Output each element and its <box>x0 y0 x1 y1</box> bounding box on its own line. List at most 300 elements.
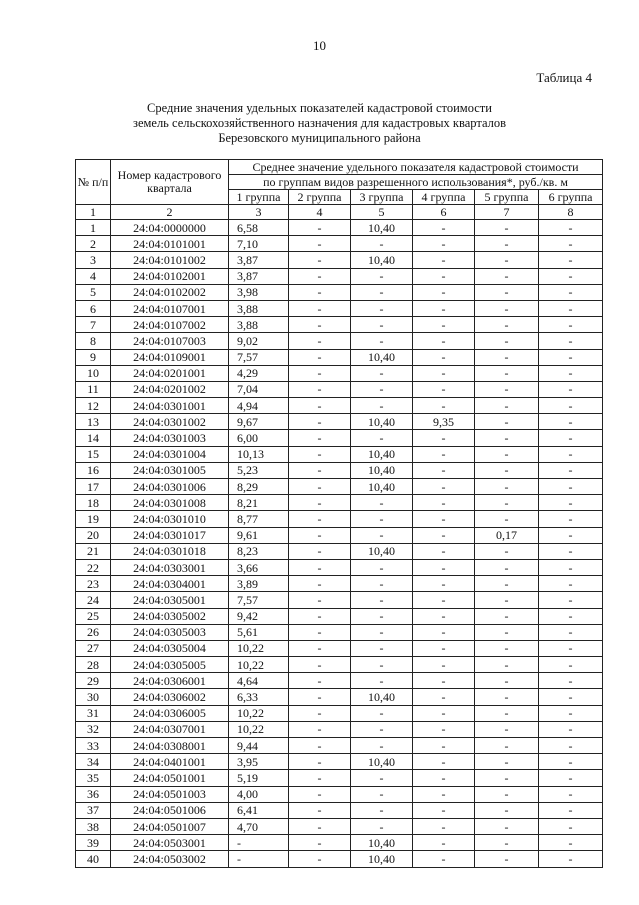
value-cell: - <box>351 592 413 608</box>
value-cell: 10,40 <box>351 252 413 268</box>
value-cell: 0,17 <box>475 527 539 543</box>
value-cell: - <box>539 333 603 349</box>
row-number-cell: 39 <box>76 835 111 851</box>
table-row <box>76 446 603 462</box>
title-line: земель сельскохозяйственного назначения для кадастровых кварталов <box>133 116 506 130</box>
value-cell: - <box>289 657 351 673</box>
table-row <box>76 268 603 284</box>
quarter-cell: 24:04:0401001 <box>111 754 229 770</box>
table-row <box>76 770 603 786</box>
value-cell: - <box>351 770 413 786</box>
header-quarter: Номер кадастрового квартала <box>111 160 229 205</box>
quarter-cell: 24:04:0301017 <box>111 527 229 543</box>
table-row <box>76 252 603 268</box>
table-row <box>76 576 603 592</box>
value-cell: - <box>413 818 475 834</box>
value-cell: 9,02 <box>229 333 289 349</box>
value-cell: - <box>475 446 539 462</box>
value-cell: - <box>475 365 539 381</box>
quarter-cell: 24:04:0305003 <box>111 624 229 640</box>
value-cell: - <box>475 802 539 818</box>
value-cell: 8,77 <box>229 511 289 527</box>
value-cell: - <box>539 398 603 414</box>
value-cell: - <box>539 559 603 575</box>
value-cell: 6,41 <box>229 802 289 818</box>
row-number-cell: 30 <box>76 689 111 705</box>
table-row <box>76 640 603 656</box>
column-number: 4 <box>289 205 351 220</box>
row-number-cell: 21 <box>76 543 111 559</box>
quarter-cell: 24:04:0501007 <box>111 818 229 834</box>
table-row <box>76 851 603 867</box>
value-cell: - <box>413 576 475 592</box>
table-row <box>76 802 603 818</box>
value-cell: - <box>351 705 413 721</box>
header-group: 1 группа <box>229 190 289 205</box>
value-cell: - <box>413 365 475 381</box>
value-cell: - <box>289 479 351 495</box>
value-cell: - <box>413 381 475 397</box>
value-cell: 5,23 <box>229 462 289 478</box>
header-num: № п/п <box>76 160 111 205</box>
header-group: 5 группа <box>475 190 539 205</box>
value-cell: - <box>289 430 351 446</box>
value-cell: - <box>289 640 351 656</box>
table-row <box>76 689 603 705</box>
table-row <box>76 673 603 689</box>
column-number: 3 <box>229 205 289 220</box>
value-cell: - <box>475 657 539 673</box>
row-number-cell: 38 <box>76 818 111 834</box>
value-cell: 6,00 <box>229 430 289 446</box>
row-number-cell: 10 <box>76 365 111 381</box>
value-cell: - <box>289 268 351 284</box>
column-number: 8 <box>539 205 603 220</box>
row-number-cell: 14 <box>76 430 111 446</box>
row-number-cell: 29 <box>76 673 111 689</box>
value-cell: - <box>539 349 603 365</box>
value-cell: - <box>289 673 351 689</box>
value-cell: - <box>289 754 351 770</box>
value-cell: 3,98 <box>229 284 289 300</box>
value-cell: - <box>413 559 475 575</box>
table-row <box>76 414 603 430</box>
table-row <box>76 365 603 381</box>
quarter-cell: 24:04:0304001 <box>111 576 229 592</box>
value-cell: 10,40 <box>351 220 413 236</box>
value-cell: - <box>351 818 413 834</box>
quarter-cell: 24:04:0301003 <box>111 430 229 446</box>
value-cell: - <box>289 300 351 316</box>
value-cell: - <box>351 317 413 333</box>
value-cell: - <box>289 705 351 721</box>
value-cell: - <box>539 317 603 333</box>
value-cell: - <box>413 770 475 786</box>
table-row <box>76 300 603 316</box>
value-cell: 5,61 <box>229 624 289 640</box>
value-cell: - <box>351 559 413 575</box>
value-cell: 6,33 <box>229 689 289 705</box>
quarter-cell: 24:04:0306002 <box>111 689 229 705</box>
value-cell: - <box>413 252 475 268</box>
quarter-cell: 24:04:0301002 <box>111 414 229 430</box>
value-cell: - <box>413 479 475 495</box>
table-row <box>76 398 603 414</box>
row-number-cell: 27 <box>76 640 111 656</box>
table-row <box>76 495 603 511</box>
value-cell: - <box>475 284 539 300</box>
value-cell: - <box>475 317 539 333</box>
table-row <box>76 317 603 333</box>
value-cell: - <box>413 738 475 754</box>
value-cell: - <box>539 268 603 284</box>
value-cell: - <box>475 835 539 851</box>
value-cell: - <box>413 657 475 673</box>
value-cell: 5,19 <box>229 770 289 786</box>
value-cell: - <box>539 462 603 478</box>
value-cell: - <box>413 398 475 414</box>
column-number: 1 <box>76 205 111 220</box>
column-number: 2 <box>111 205 229 220</box>
value-cell: - <box>539 657 603 673</box>
table-row <box>76 430 603 446</box>
value-cell: 9,42 <box>229 608 289 624</box>
page-number: 10 <box>313 38 326 53</box>
quarter-cell: 24:04:0101001 <box>111 236 229 252</box>
value-cell: - <box>351 608 413 624</box>
header-group: 3 группа <box>351 190 413 205</box>
value-cell: - <box>351 511 413 527</box>
row-number-cell: 3 <box>76 252 111 268</box>
quarter-cell: 24:04:0301006 <box>111 479 229 495</box>
quarter-cell: 24:04:0501001 <box>111 770 229 786</box>
value-cell: - <box>413 430 475 446</box>
value-cell: - <box>539 786 603 802</box>
quarter-cell: 24:04:0201001 <box>111 365 229 381</box>
row-number-cell: 16 <box>76 462 111 478</box>
row-number-cell: 4 <box>76 268 111 284</box>
table-row <box>76 721 603 737</box>
row-number-cell: 34 <box>76 754 111 770</box>
row-number-cell: 25 <box>76 608 111 624</box>
value-cell: - <box>475 495 539 511</box>
value-cell: 10,40 <box>351 414 413 430</box>
value-cell: - <box>475 673 539 689</box>
value-cell: 7,57 <box>229 592 289 608</box>
quarter-cell: 24:04:0501003 <box>111 786 229 802</box>
value-cell: - <box>351 527 413 543</box>
table-title <box>0 101 639 146</box>
table-row <box>76 527 603 543</box>
value-cell: - <box>475 462 539 478</box>
value-cell: - <box>289 559 351 575</box>
row-number-cell: 24 <box>76 592 111 608</box>
quarter-cell: 24:04:0107002 <box>111 317 229 333</box>
value-cell: - <box>413 349 475 365</box>
header-avg-line2: по группам видов разрешенного использования*, руб./кв. м <box>229 175 603 190</box>
value-cell: - <box>413 851 475 867</box>
value-cell: - <box>289 252 351 268</box>
quarter-cell: 24:04:0107001 <box>111 300 229 316</box>
value-cell: - <box>475 349 539 365</box>
title-line: Березовского муниципального района <box>218 131 421 145</box>
value-cell: - <box>475 479 539 495</box>
quarter-cell: 24:04:0503002 <box>111 851 229 867</box>
value-cell: - <box>539 381 603 397</box>
value-cell: - <box>475 608 539 624</box>
value-cell: - <box>475 300 539 316</box>
value-cell: - <box>289 333 351 349</box>
row-number-cell: 40 <box>76 851 111 867</box>
value-cell: - <box>475 689 539 705</box>
value-cell: - <box>475 624 539 640</box>
row-number-cell: 19 <box>76 511 111 527</box>
value-cell: - <box>351 576 413 592</box>
value-cell: - <box>413 317 475 333</box>
value-cell: 10,40 <box>351 543 413 559</box>
value-cell: - <box>539 236 603 252</box>
value-cell: - <box>351 721 413 737</box>
table-row <box>76 462 603 478</box>
value-cell: - <box>413 689 475 705</box>
value-cell: - <box>413 511 475 527</box>
value-cell: - <box>475 236 539 252</box>
table-row <box>76 786 603 802</box>
value-cell: - <box>539 818 603 834</box>
table-row <box>76 511 603 527</box>
value-cell: - <box>539 705 603 721</box>
value-cell: - <box>289 414 351 430</box>
value-cell: 3,89 <box>229 576 289 592</box>
value-cell: - <box>289 527 351 543</box>
value-cell: - <box>413 754 475 770</box>
value-cell: - <box>413 300 475 316</box>
value-cell: - <box>289 786 351 802</box>
quarter-cell: 24:04:0201002 <box>111 381 229 397</box>
value-cell: - <box>539 284 603 300</box>
value-cell: - <box>289 398 351 414</box>
value-cell: - <box>289 317 351 333</box>
row-number-cell: 17 <box>76 479 111 495</box>
value-cell: 8,23 <box>229 543 289 559</box>
quarter-cell: 24:04:0306001 <box>111 673 229 689</box>
value-cell: - <box>351 300 413 316</box>
table-row <box>76 381 603 397</box>
table-row <box>76 349 603 365</box>
table-row <box>76 559 603 575</box>
value-cell: - <box>475 818 539 834</box>
value-cell: - <box>475 576 539 592</box>
value-cell: - <box>289 495 351 511</box>
value-cell: 10,40 <box>351 446 413 462</box>
row-number-cell: 2 <box>76 236 111 252</box>
value-cell: - <box>475 333 539 349</box>
value-cell: 10,40 <box>351 349 413 365</box>
value-cell: - <box>413 786 475 802</box>
table-row <box>76 818 603 834</box>
header-group: 6 группа <box>539 190 603 205</box>
quarter-cell: 24:04:0301008 <box>111 495 229 511</box>
value-cell: - <box>475 705 539 721</box>
value-cell: - <box>475 738 539 754</box>
value-cell: 8,29 <box>229 479 289 495</box>
value-cell: - <box>289 446 351 462</box>
value-cell: 8,21 <box>229 495 289 511</box>
value-cell: - <box>351 365 413 381</box>
value-cell: - <box>289 511 351 527</box>
value-cell: 3,88 <box>229 317 289 333</box>
value-cell: - <box>539 721 603 737</box>
row-number-cell: 13 <box>76 414 111 430</box>
value-cell: - <box>289 365 351 381</box>
value-cell: - <box>475 770 539 786</box>
value-cell: - <box>539 835 603 851</box>
value-cell: - <box>413 495 475 511</box>
value-cell: - <box>539 300 603 316</box>
value-cell: - <box>539 802 603 818</box>
value-cell: - <box>475 398 539 414</box>
row-number-cell: 28 <box>76 657 111 673</box>
quarter-cell: 24:04:0301010 <box>111 511 229 527</box>
quarter-cell: 24:04:0503001 <box>111 835 229 851</box>
value-cell: - <box>539 252 603 268</box>
value-cell: - <box>539 527 603 543</box>
value-cell: - <box>351 398 413 414</box>
quarter-cell: 24:04:0301018 <box>111 543 229 559</box>
value-cell: - <box>351 673 413 689</box>
value-cell: 10,40 <box>351 835 413 851</box>
value-cell: - <box>413 640 475 656</box>
value-cell: - <box>539 220 603 236</box>
value-cell: 7,10 <box>229 236 289 252</box>
header-group: 2 группа <box>289 190 351 205</box>
table-row <box>76 479 603 495</box>
row-number-cell: 32 <box>76 721 111 737</box>
value-cell: - <box>539 446 603 462</box>
value-cell: 3,66 <box>229 559 289 575</box>
quarter-cell: 24:04:0107003 <box>111 333 229 349</box>
value-cell: - <box>539 640 603 656</box>
value-cell: 3,95 <box>229 754 289 770</box>
value-cell: - <box>229 851 289 867</box>
value-cell: - <box>413 543 475 559</box>
value-cell: 10,40 <box>351 689 413 705</box>
value-cell: - <box>539 592 603 608</box>
quarter-cell: 24:04:0301001 <box>111 398 229 414</box>
value-cell: 4,29 <box>229 365 289 381</box>
value-cell: - <box>351 381 413 397</box>
value-cell: 10,22 <box>229 640 289 656</box>
value-cell: - <box>539 543 603 559</box>
value-cell: 7,57 <box>229 349 289 365</box>
value-cell: - <box>289 818 351 834</box>
value-cell: - <box>289 381 351 397</box>
value-cell: - <box>475 640 539 656</box>
value-cell: 10,22 <box>229 721 289 737</box>
table-row <box>76 705 603 721</box>
value-cell: - <box>539 624 603 640</box>
value-cell: - <box>351 657 413 673</box>
row-number-cell: 5 <box>76 284 111 300</box>
value-cell: - <box>351 624 413 640</box>
value-cell: - <box>539 479 603 495</box>
value-cell: - <box>539 851 603 867</box>
quarter-cell: 24:04:0307001 <box>111 721 229 737</box>
header-group: 4 группа <box>413 190 475 205</box>
value-cell: - <box>229 835 289 851</box>
value-cell: - <box>413 673 475 689</box>
row-number-cell: 18 <box>76 495 111 511</box>
row-number-cell: 37 <box>76 802 111 818</box>
value-cell: - <box>475 851 539 867</box>
value-cell: 7,04 <box>229 381 289 397</box>
quarter-cell: 24:04:0301004 <box>111 446 229 462</box>
value-cell: - <box>475 430 539 446</box>
table-row <box>76 220 603 236</box>
value-cell: - <box>413 705 475 721</box>
value-cell: - <box>475 754 539 770</box>
table-row <box>76 543 603 559</box>
value-cell: - <box>351 495 413 511</box>
value-cell: - <box>413 527 475 543</box>
value-cell: - <box>351 786 413 802</box>
value-cell: - <box>413 462 475 478</box>
value-cell: - <box>413 802 475 818</box>
value-cell: - <box>289 220 351 236</box>
value-cell: 3,88 <box>229 300 289 316</box>
quarter-cell: 24:04:0303001 <box>111 559 229 575</box>
value-cell: - <box>539 689 603 705</box>
table-label: Таблица 4 <box>536 70 592 85</box>
value-cell: 3,87 <box>229 268 289 284</box>
value-cell: - <box>351 430 413 446</box>
table-row <box>76 738 603 754</box>
row-number-cell: 23 <box>76 576 111 592</box>
value-cell: - <box>289 284 351 300</box>
value-cell: - <box>289 770 351 786</box>
title-line: Средние значения удельных показателей кадастровой стоимости <box>147 101 492 115</box>
value-cell: - <box>351 333 413 349</box>
column-number: 6 <box>413 205 475 220</box>
value-cell: - <box>413 608 475 624</box>
value-cell: - <box>289 738 351 754</box>
row-number-cell: 9 <box>76 349 111 365</box>
value-cell: 3,87 <box>229 252 289 268</box>
quarter-cell: 24:04:0305002 <box>111 608 229 624</box>
value-cell: - <box>351 802 413 818</box>
row-number-cell: 7 <box>76 317 111 333</box>
quarter-cell: 24:04:0501006 <box>111 802 229 818</box>
value-cell: - <box>351 284 413 300</box>
value-cell: - <box>289 835 351 851</box>
quarter-cell: 24:04:0000000 <box>111 220 229 236</box>
value-cell: 9,35 <box>413 414 475 430</box>
value-cell: - <box>289 608 351 624</box>
value-cell: - <box>413 333 475 349</box>
value-cell: - <box>475 414 539 430</box>
table-row <box>76 624 603 640</box>
column-number: 5 <box>351 205 413 220</box>
value-cell: - <box>413 236 475 252</box>
row-number-cell: 33 <box>76 738 111 754</box>
row-number-cell: 26 <box>76 624 111 640</box>
quarter-cell: 24:04:0101002 <box>111 252 229 268</box>
row-number-cell: 36 <box>76 786 111 802</box>
table-row <box>76 284 603 300</box>
value-cell: - <box>289 592 351 608</box>
value-cell: - <box>475 252 539 268</box>
table-row <box>76 592 603 608</box>
